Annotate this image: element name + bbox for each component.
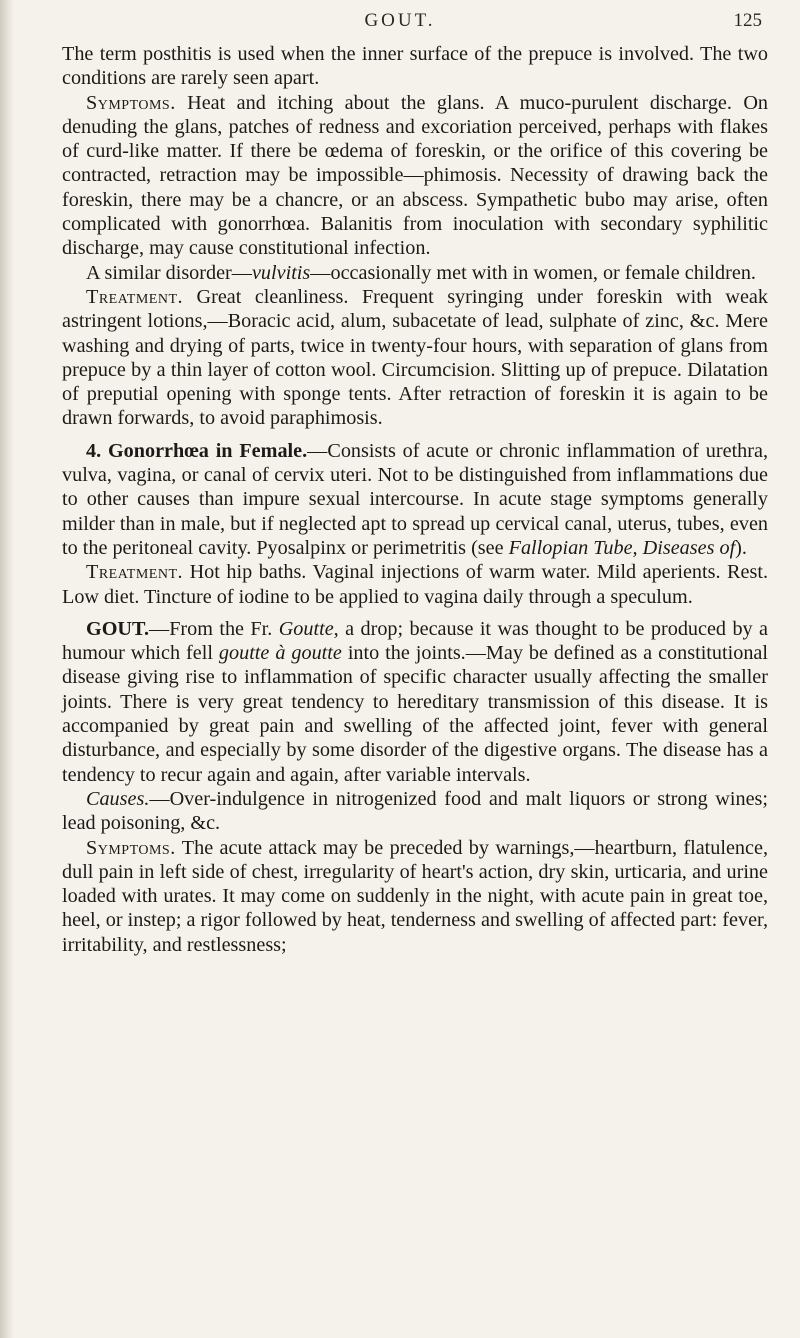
balanitis-treatment-paragraph (62, 285, 768, 431)
gout-paragraph (62, 617, 768, 787)
posthitis-text: The term posthitis is used when the inner surface of the prepuce is involved. The two conditions are rarely seen apart. (62, 43, 768, 90)
gout-intro-pre: —From the Fr. (149, 617, 279, 640)
gonorrhoea-treatment-text: Hot hip baths. Vaginal injections of warm water. Mild aperients. Rest. Low diet. Tincture of iodine to be applied to vagina daily through a speculum. (62, 561, 768, 608)
treatment-label: Treatment. (86, 285, 184, 308)
body-text (62, 42, 768, 957)
gout-causes-text: —Over-indulgence in nitrogenized food and malt liquors or strong wines; lead poisoning, &c. (62, 787, 768, 835)
gout-intro-post: into the joints.—May be defined as a constitutional disease giving rise to inflammation of specific character usually affecting the smaller joints. There is very great tendency to hereditary transmission of this disease. It is accompanied by great pain and swelling of the affected joint, fever with general disturbance, and especially by some disorder of the digestive organs. The disease has a tendency to recur again and again, after variable intervals. (62, 642, 768, 786)
balanitis-symptoms-paragraph (62, 91, 768, 261)
goutte-word: Goutte (278, 617, 334, 640)
gonorrhoea-heading: 4. Gonorrhœa in Female. (86, 439, 308, 462)
balanitis-symptoms-text: Heat and itching about the glans. A muco-purulent discharge. On denuding the glans, patches of redness and excoriation perceived, perhaps with flakes of curd-like matter. If there be œdema of foreskin, or the orifice of this covering be contracted, retraction may be impossible—phimosis. Necessity of drawing back the foreskin, there may be a chancre, or an abscess. Sympathetic bubo may arise, often complicated with gonorrhœa. Balanitis from inoculation with secondary syphilitic discharge, may cause constitutional infection. (62, 91, 768, 260)
gonorrhoea-text-post: ). (735, 536, 747, 559)
fallopian-tube-reference: Fallopian Tube, Diseases of (508, 536, 736, 559)
gonorrhoea-text-pre: —Consists of acute or chronic inflammation of urethra, vulva, vagina, or canal of cervix uteri. Not to be distinguished from inflammations due to other causes than impure sexual intercourse. In acute stage symptoms generally milder than in male, but if neglected apt to spread up cervical canal, uterus, tubes, even to the peritoneal cavity. Pyosalpinx or perimetritis (see (62, 439, 769, 559)
causes-label: Causes. (86, 787, 150, 810)
gout-symptoms-text: The acute attack may be preceded by warnings,—heartburn, flatulence, dull pain in left side of chest, irregularity of heart's action, dry skin, urticaria, and urine loaded with urates. It may come on suddenly in the night, with acute pain in great toe, heel, or instep; a rigor followed by heat, tenderness and swelling of affected part: fever, irritability, and restlessness; (62, 836, 768, 956)
gonorrhoea-treatment-label: Treatment. (86, 561, 184, 584)
balanitis-treatment-text: Great cleanliness. Frequent syringing under foreskin with weak astringent lotions,—Boracic acid, alum, subacetate of lead, sulphate of zinc, &c. Mere washing and drying of parts, twice in twenty-four hours, with separation of glans from prepuce by a thin layer of cotton wool. Circumcision. Slitting up of prepuce. Dilatation of preputial opening with sponge tents. After retraction of foreskin it is again to be drawn forwards, to avoid paraphimosis. (62, 285, 768, 430)
gout-intro-mid: , a drop; because it was thought to be produced by a humour which fell (62, 617, 768, 665)
symptoms-label: Symptoms. (86, 91, 176, 114)
gout-title: GOUT. (86, 617, 149, 640)
vulvitis-text-pre: A similar disorder— (86, 261, 252, 284)
gonorrhoea-paragraph (62, 439, 768, 560)
vulvitis-paragraph (62, 261, 768, 285)
gout-symptoms-paragraph (62, 836, 768, 957)
gout-symptoms-label: Symptoms. (86, 836, 176, 859)
goutte-a-goutte-phrase: goutte à goutte (218, 642, 342, 665)
page-number: 125 (733, 10, 762, 31)
gout-causes-paragraph (62, 787, 768, 836)
page-binding-edge (0, 0, 14, 1338)
gonorrhoea-treatment-paragraph (62, 560, 768, 609)
posthitis-paragraph (62, 42, 768, 91)
vulvitis-text-post: —occasionally met with in women, or female children. (310, 261, 756, 284)
running-head: GOUT. (364, 10, 436, 31)
page-header (30, 10, 770, 40)
vulvitis-term: vulvitis (251, 261, 311, 284)
